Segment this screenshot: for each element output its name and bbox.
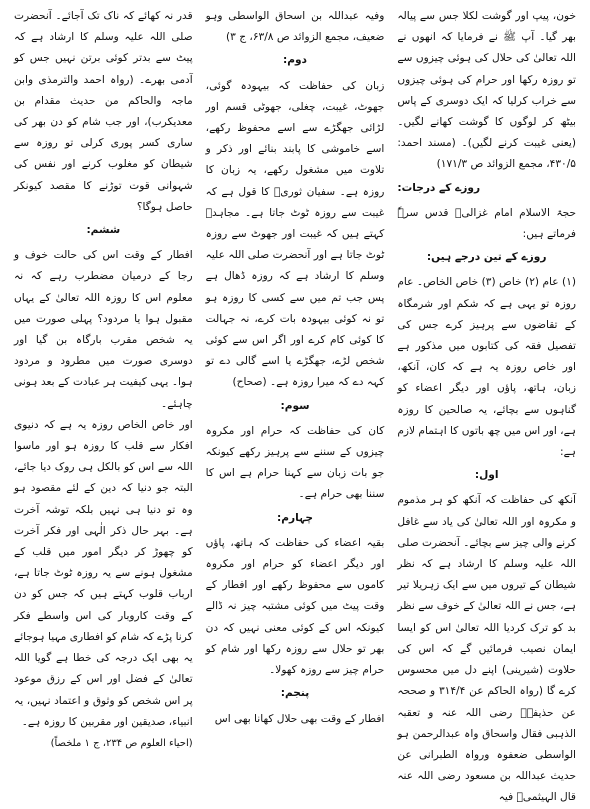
paragraph: وفیہ عبداللہ بن اسحاق الواسطی وہو ضعیف، مجمع الزوائد ص ۶۳/۸، ج ۳) [205, 10, 385, 44]
paragraph: افطار کے وقت بھی حلال کھانا بھی اس [214, 712, 385, 725]
reference-note: (احیاء العلوم ص ۲۳۴، ج ۱ ملخصاً) [50, 737, 193, 749]
paragraph: اور خاص الخاص روزہ یہ ہے کہ دنیوی افکار سے قلب کا روزہ ہو اور ماسوا اللہ سے اس کو بالکل ہی روک دیا جائے، البتہ جو دنیا کہ دین کے لئے مقصود ہو وہ تو دنیا ہی نہیں بلکہ توشہ آخرت ہے۔ بہر حال ذکر الٰہی اور فکر آخرت کو چھوڑ کر دیگر امور میں قلب کے مشغول ہونے سے یہ روزہ ٹوٹ جاتا ہے، ارباب قلوب کہتے ہیں کہ جس کو دن کے وقت کاروبار کی اس واسطے فکر کرنا پڑے کہ شام کو افطاری مہیا ہوجائے یہ بھی ایک درجہ کی خطا ہے گویا اللہ تعالیٰ کے فضل اور اس کے رزق موعود پر اس شخص کو وثوق و اعتماد نہیں، یہ انبیاء، صدیقین اور مقربین کا روزہ ہے۔ [13, 418, 193, 728]
section-heading: اول: [474, 469, 499, 482]
paragraph: کان کی حفاظت کہ حرام اور مکروہ چیزوں کے سننے سے پرہیز رکھے کیونکہ جو بات زبان سے کہنا حرام ہے اس کا سننا بھی حرام ہے۔ [205, 424, 385, 501]
text-column-2 [200, 6, 392, 784]
paragraph: (۱) عام (۲) خاص (۳) خاص الخاص۔ عام روزہ تو یہی ہے کہ شکم اور شرمگاہ کے تقاضوں سے پرہیز کرے جس کی تفصیل فقہ کی کتابوں میں مذکور ہے اور خاص روزہ یہ ہے کہ کان، آنکھ، زبان، ہاتھ، پاؤں اور دیگر اعضاء کو گناہوں سے بچائے، یہ صالحین کا روزہ ہے، اور اس میں چھ باتوں کا اہتمام لازم ہے: [397, 276, 577, 459]
paragraph: قدر نہ کھائے کہ ناک تک آجائے۔ آنحضرت صلی اللہ علیہ وسلم کا ارشاد ہے کہ پیٹ سے بدتر کوئی برتن نہیں جس کو آدمی بھرے۔ (رواہ احمد والترمذی وابن ماجہ والحاکم من حدیث مقدام بن معدیکرب)، اور جب شام کو دن بھر کی ساری کسر پوری کرلی تو روزہ سے شیطان کو مغلوب کرنے اور نفس کی شہوانی قوت توڑنے کا مقصد کیونکر حاصل ہوگا؟ [13, 10, 193, 213]
text-column-1 [391, 6, 582, 804]
section-heading: سوم: [280, 399, 310, 412]
section-heading: پنجم: [280, 687, 310, 700]
section-heading: روزے کے درجات: [397, 181, 481, 194]
paragraph: افطار کے وقت اس کی حالت خوف و رجا کے درمیان مضطرب رہے کہ نہ معلوم اس کا روزہ اللہ تعالیٰ کے یہاں مقبول ہوا یا مردود؟ پہلی صورت میں یہ شخص مقرب بارگاہ بن گیا اور دوسری صورت میں مطرود و مردود ہوا۔ یہی کیفیت ہر عبادت کے بعد ہونی چاہئے۔ [13, 249, 193, 410]
section-heading: ششم: [86, 224, 121, 237]
section-heading: روزے کے تین درجے ہیں: [426, 251, 547, 264]
text-column-3 [8, 6, 200, 784]
paragraph: آنکھ کی حفاظت کہ آنکھ کو ہر مذموم و مکروہ اور اللہ تعالیٰ کی یاد سے غافل کرنے والی چیز سے بچائے۔ آنحضرت صلی اللہ علیہ وسلم کا ارشاد ہے کہ نظر شیطان کے تیروں میں سے ایک زہریلا تیر ہے، جس نے اللہ تعالیٰ کے خوف سے نظر بد کو ترک کردیا اللہ تعالیٰ اس کو ایسا ایمان نصیب فرمائیں گے کہ اس کی حلاوت (شیرینی) اپنے دل میں محسوس کرے گا (رواہ الحاکم عن ۳۱۴/۴ و صححہ عن حذیفہؓ رضی اللہ عنہ و تعقبہ الذہبی فقال واسحاق واہ عبدالرحمن ہو الواسطی ضعفوہ ورواہ الطبرانی عن حدیث عبداللہ بن مسعود رضی اللہ عنہ قال الہیثمیؒ فیہ [397, 494, 577, 804]
section-heading: چہارم: [277, 511, 313, 524]
paragraph: خون، پیپ اور گوشت لکلا جس سے پیالہ بھر گیا۔ آپ ﷺ نے فرمایا کہ انھوں نے اللہ تعالیٰ کی حلال کی ہوئی چیزوں سے تو روزہ رکھا اور حرام کی ہوئی چیزوں سے خراب کرلیا کہ ایک دوسری کے پاس بیٹھ کر لوگوں کا گوشت کھانے لگیں۔ (یعنی غیبت کرنے لگیں)۔ (مسند احمد: ۴۳۰/۵، مجمع الزوائد ص ۱۷۱/۳) [397, 10, 576, 171]
paragraph: حجۃ الاسلام امام غزالیؒ قدس سرہٗ فرماتے ہیں: [397, 206, 576, 241]
paragraph: زبان کی حفاظت کہ بیہودہ گوئی، جھوٹ، غیبت، چغلی، جھوٹی قسم اور لڑائی جھگڑے سے اسے محفوظ رکھے، اسے خاموشی کا پابند بنائے اور ذکر و تلاوت میں مشغول رکھے، یہ زبان کا روزہ ہے۔ سفیان ثوریؒ کا قول ہے کہ غیبت سے روزہ ٹوٹ جاتا ہے۔ مجاہدؒ کہتے ہیں کہ غیبت اور جھوٹ سے روزہ ٹوٹ جاتا ہے اور آنحضرت صلی اللہ علیہ وسلم کا ارشاد ہے کہ روزہ ڈھال ہے پس جب تم میں سے کسی کا روزہ ہو تو نہ کوئی بیہودہ بات کرے، نہ جہالت کا کوئی کام کرے اور اگر اس سے کوئی شخص لڑے، جھگڑے یا اسے گالی دے تو کہہ دے کہ میرا روزہ ہے۔ (صحاح) [205, 79, 385, 389]
paragraph: بقیہ اعضاء کی حفاظت کہ ہاتھ، پاؤں اور دیگر اعضاء کو حرام اور مکروہ کاموں سے محفوظ رکھے اور افطار کے وقت پیٹ میں کوئی مشتبہ چیز نہ ڈالے کیونکہ اس کے کوئی معنی نہیں کہ دن بھر تو حلال سے روزہ رکھا اور شام کو حرام چیز سے روزہ کھولا۔ [205, 536, 385, 677]
section-heading: دوم: [282, 54, 307, 67]
